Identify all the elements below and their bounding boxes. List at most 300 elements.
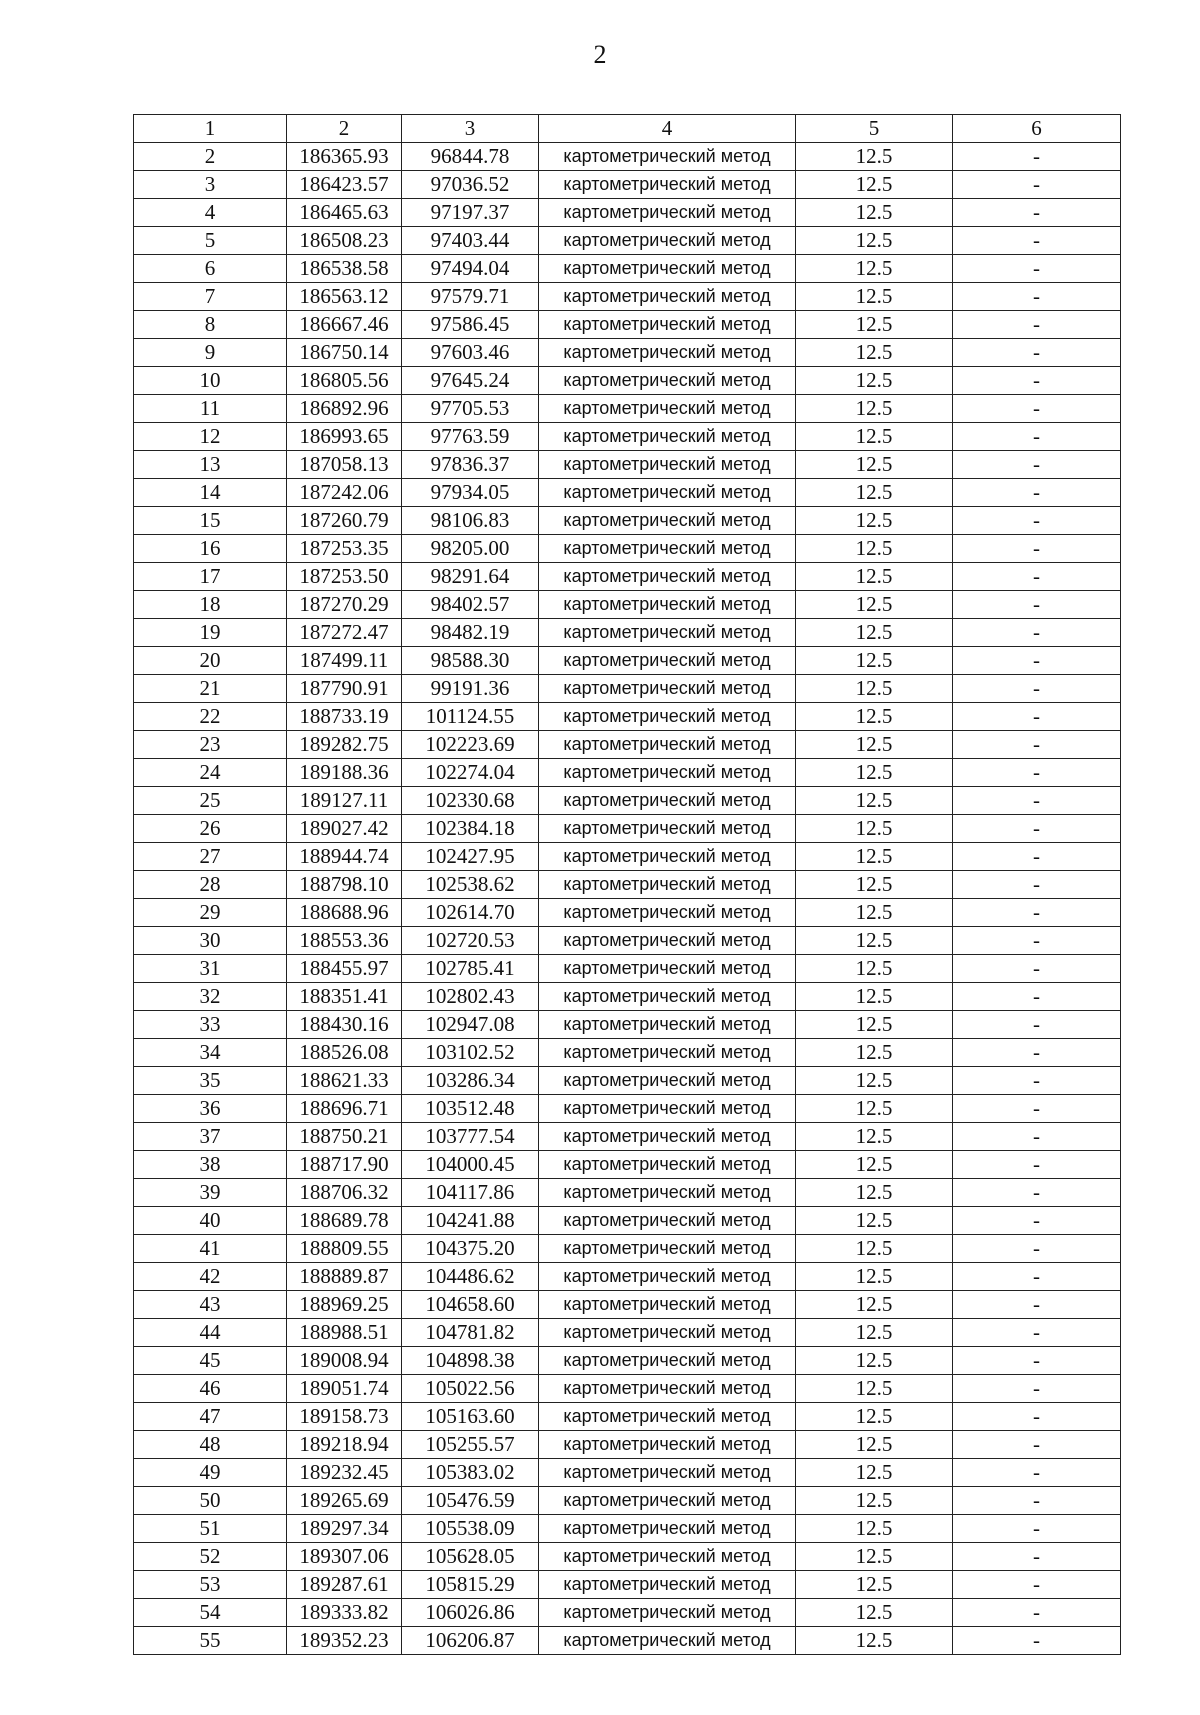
accuracy-cell: 12.5: [796, 731, 953, 759]
method-cell: картометрический метод: [539, 1403, 796, 1431]
x-coordinate-cell: 187270.29: [287, 591, 402, 619]
point-number-cell: 17: [134, 563, 287, 591]
accuracy-cell: 12.5: [796, 199, 953, 227]
point-number-cell: 28: [134, 871, 287, 899]
method-cell: картометрический метод: [539, 1095, 796, 1123]
y-coordinate-cell: 104781.82: [402, 1319, 539, 1347]
accuracy-cell: 12.5: [796, 143, 953, 171]
method-cell: картометрический метод: [539, 1431, 796, 1459]
y-coordinate-cell: 97579.71: [402, 283, 539, 311]
description-cell: -: [953, 1403, 1121, 1431]
x-coordinate-cell: 186423.57: [287, 171, 402, 199]
accuracy-cell: 12.5: [796, 1151, 953, 1179]
method-cell: картометрический метод: [539, 1347, 796, 1375]
point-number-cell: 7: [134, 283, 287, 311]
accuracy-cell: 12.5: [796, 983, 953, 1011]
header-cell-3: 3: [402, 115, 539, 143]
point-number-cell: 38: [134, 1151, 287, 1179]
y-coordinate-cell: 106026.86: [402, 1599, 539, 1627]
table-row: [134, 983, 1121, 1011]
table-row: [134, 339, 1121, 367]
table-row: [134, 1039, 1121, 1067]
table-row: [134, 619, 1121, 647]
method-cell: картометрический метод: [539, 1319, 796, 1347]
point-number-cell: 50: [134, 1487, 287, 1515]
table-header-row: [134, 115, 1121, 143]
point-number-cell: 37: [134, 1123, 287, 1151]
table-row: [134, 1431, 1121, 1459]
x-coordinate-cell: 186667.46: [287, 311, 402, 339]
y-coordinate-cell: 105383.02: [402, 1459, 539, 1487]
y-coordinate-cell: 97197.37: [402, 199, 539, 227]
accuracy-cell: 12.5: [796, 1123, 953, 1151]
method-cell: картометрический метод: [539, 1599, 796, 1627]
accuracy-cell: 12.5: [796, 815, 953, 843]
x-coordinate-cell: 188969.25: [287, 1291, 402, 1319]
y-coordinate-cell: 98402.57: [402, 591, 539, 619]
x-coordinate-cell: 187260.79: [287, 507, 402, 535]
y-coordinate-cell: 104658.60: [402, 1291, 539, 1319]
table-body: [134, 115, 1121, 1655]
y-coordinate-cell: 102427.95: [402, 843, 539, 871]
y-coordinate-cell: 103286.34: [402, 1067, 539, 1095]
accuracy-cell: 12.5: [796, 1011, 953, 1039]
accuracy-cell: 12.5: [796, 1487, 953, 1515]
x-coordinate-cell: 189297.34: [287, 1515, 402, 1543]
accuracy-cell: 12.5: [796, 283, 953, 311]
x-coordinate-cell: 188526.08: [287, 1039, 402, 1067]
description-cell: -: [953, 535, 1121, 563]
table-row: [134, 507, 1121, 535]
y-coordinate-cell: 103777.54: [402, 1123, 539, 1151]
point-number-cell: 52: [134, 1543, 287, 1571]
accuracy-cell: 12.5: [796, 759, 953, 787]
table-row: [134, 283, 1121, 311]
description-cell: -: [953, 1375, 1121, 1403]
accuracy-cell: 12.5: [796, 899, 953, 927]
x-coordinate-cell: 189158.73: [287, 1403, 402, 1431]
x-coordinate-cell: 189333.82: [287, 1599, 402, 1627]
method-cell: картометрический метод: [539, 815, 796, 843]
y-coordinate-cell: 98482.19: [402, 619, 539, 647]
description-cell: -: [953, 1627, 1121, 1655]
y-coordinate-cell: 103512.48: [402, 1095, 539, 1123]
method-cell: картометрический метод: [539, 283, 796, 311]
accuracy-cell: 12.5: [796, 1599, 953, 1627]
x-coordinate-cell: 186563.12: [287, 283, 402, 311]
x-coordinate-cell: 187790.91: [287, 675, 402, 703]
x-coordinate-cell: 188889.87: [287, 1263, 402, 1291]
y-coordinate-cell: 105538.09: [402, 1515, 539, 1543]
point-number-cell: 27: [134, 843, 287, 871]
description-cell: -: [953, 283, 1121, 311]
method-cell: картометрический метод: [539, 311, 796, 339]
description-cell: -: [953, 339, 1121, 367]
description-cell: -: [953, 759, 1121, 787]
accuracy-cell: 12.5: [796, 703, 953, 731]
y-coordinate-cell: 96844.78: [402, 143, 539, 171]
x-coordinate-cell: 188717.90: [287, 1151, 402, 1179]
x-coordinate-cell: 188553.36: [287, 927, 402, 955]
point-number-cell: 18: [134, 591, 287, 619]
description-cell: -: [953, 1599, 1121, 1627]
y-coordinate-cell: 102802.43: [402, 983, 539, 1011]
table-row: [134, 1487, 1121, 1515]
description-cell: -: [953, 1291, 1121, 1319]
x-coordinate-cell: 188696.71: [287, 1095, 402, 1123]
description-cell: -: [953, 1431, 1121, 1459]
table-row: [134, 1095, 1121, 1123]
y-coordinate-cell: 105163.60: [402, 1403, 539, 1431]
x-coordinate-cell: 189127.11: [287, 787, 402, 815]
y-coordinate-cell: 97705.53: [402, 395, 539, 423]
method-cell: картометрический метод: [539, 1459, 796, 1487]
x-coordinate-cell: 186805.56: [287, 367, 402, 395]
description-cell: -: [953, 451, 1121, 479]
y-coordinate-cell: 97645.24: [402, 367, 539, 395]
point-number-cell: 6: [134, 255, 287, 283]
method-cell: картометрический метод: [539, 843, 796, 871]
y-coordinate-cell: 102947.08: [402, 1011, 539, 1039]
description-cell: -: [953, 843, 1121, 871]
method-cell: картометрический метод: [539, 199, 796, 227]
method-cell: картометрический метод: [539, 535, 796, 563]
description-cell: -: [953, 1207, 1121, 1235]
table-row: [134, 367, 1121, 395]
x-coordinate-cell: 189051.74: [287, 1375, 402, 1403]
table-row: [134, 927, 1121, 955]
accuracy-cell: 12.5: [796, 843, 953, 871]
method-cell: картометрический метод: [539, 619, 796, 647]
point-number-cell: 31: [134, 955, 287, 983]
x-coordinate-cell: 188798.10: [287, 871, 402, 899]
method-cell: картометрический метод: [539, 339, 796, 367]
method-cell: картометрический метод: [539, 1375, 796, 1403]
y-coordinate-cell: 99191.36: [402, 675, 539, 703]
method-cell: картометрический метод: [539, 1291, 796, 1319]
accuracy-cell: 12.5: [796, 1431, 953, 1459]
method-cell: картометрический метод: [539, 479, 796, 507]
method-cell: картометрический метод: [539, 367, 796, 395]
y-coordinate-cell: 105628.05: [402, 1543, 539, 1571]
table-row: [134, 591, 1121, 619]
method-cell: картометрический метод: [539, 871, 796, 899]
x-coordinate-cell: 187253.35: [287, 535, 402, 563]
point-number-cell: 22: [134, 703, 287, 731]
y-coordinate-cell: 105022.56: [402, 1375, 539, 1403]
table-row: [134, 731, 1121, 759]
table-row: [134, 1459, 1121, 1487]
y-coordinate-cell: 102330.68: [402, 787, 539, 815]
accuracy-cell: 12.5: [796, 563, 953, 591]
method-cell: картометрический метод: [539, 1571, 796, 1599]
point-number-cell: 19: [134, 619, 287, 647]
point-number-cell: 49: [134, 1459, 287, 1487]
x-coordinate-cell: 189352.23: [287, 1627, 402, 1655]
y-coordinate-cell: 104486.62: [402, 1263, 539, 1291]
accuracy-cell: 12.5: [796, 1095, 953, 1123]
table-row: [134, 1627, 1121, 1655]
accuracy-cell: 12.5: [796, 1207, 953, 1235]
point-number-cell: 15: [134, 507, 287, 535]
y-coordinate-cell: 105815.29: [402, 1571, 539, 1599]
accuracy-cell: 12.5: [796, 1067, 953, 1095]
y-coordinate-cell: 97763.59: [402, 423, 539, 451]
point-number-cell: 8: [134, 311, 287, 339]
x-coordinate-cell: 186365.93: [287, 143, 402, 171]
x-coordinate-cell: 187058.13: [287, 451, 402, 479]
accuracy-cell: 12.5: [796, 1543, 953, 1571]
y-coordinate-cell: 97036.52: [402, 171, 539, 199]
table-row: [134, 1207, 1121, 1235]
y-coordinate-cell: 97586.45: [402, 311, 539, 339]
table-row: [134, 787, 1121, 815]
description-cell: -: [953, 1459, 1121, 1487]
header-cell-4: 4: [539, 115, 796, 143]
description-cell: -: [953, 1571, 1121, 1599]
y-coordinate-cell: 102223.69: [402, 731, 539, 759]
table-row: [134, 451, 1121, 479]
table-row: [134, 1543, 1121, 1571]
method-cell: картометрический метод: [539, 703, 796, 731]
point-number-cell: 32: [134, 983, 287, 1011]
x-coordinate-cell: 188621.33: [287, 1067, 402, 1095]
accuracy-cell: 12.5: [796, 955, 953, 983]
point-number-cell: 54: [134, 1599, 287, 1627]
x-coordinate-cell: 187253.50: [287, 563, 402, 591]
table-row: [134, 675, 1121, 703]
description-cell: -: [953, 1151, 1121, 1179]
accuracy-cell: 12.5: [796, 1263, 953, 1291]
table-row: [134, 1571, 1121, 1599]
x-coordinate-cell: 189008.94: [287, 1347, 402, 1375]
table-row: [134, 1011, 1121, 1039]
description-cell: -: [953, 731, 1121, 759]
description-cell: -: [953, 479, 1121, 507]
point-number-cell: 25: [134, 787, 287, 815]
point-number-cell: 39: [134, 1179, 287, 1207]
y-coordinate-cell: 101124.55: [402, 703, 539, 731]
description-cell: -: [953, 311, 1121, 339]
description-cell: -: [953, 983, 1121, 1011]
description-cell: -: [953, 1095, 1121, 1123]
description-cell: -: [953, 787, 1121, 815]
description-cell: -: [953, 1179, 1121, 1207]
description-cell: -: [953, 367, 1121, 395]
description-cell: -: [953, 395, 1121, 423]
method-cell: картометрический метод: [539, 787, 796, 815]
point-number-cell: 48: [134, 1431, 287, 1459]
description-cell: -: [953, 955, 1121, 983]
accuracy-cell: 12.5: [796, 451, 953, 479]
accuracy-cell: 12.5: [796, 1459, 953, 1487]
header-cell-1: 1: [134, 115, 287, 143]
y-coordinate-cell: 98106.83: [402, 507, 539, 535]
point-number-cell: 35: [134, 1067, 287, 1095]
point-number-cell: 34: [134, 1039, 287, 1067]
method-cell: картометрический метод: [539, 1515, 796, 1543]
point-number-cell: 16: [134, 535, 287, 563]
description-cell: -: [953, 227, 1121, 255]
x-coordinate-cell: 186750.14: [287, 339, 402, 367]
point-number-cell: 53: [134, 1571, 287, 1599]
x-coordinate-cell: 188706.32: [287, 1179, 402, 1207]
y-coordinate-cell: 105255.57: [402, 1431, 539, 1459]
x-coordinate-cell: 188688.96: [287, 899, 402, 927]
method-cell: картометрический метод: [539, 171, 796, 199]
y-coordinate-cell: 102384.18: [402, 815, 539, 843]
method-cell: картометрический метод: [539, 1039, 796, 1067]
y-coordinate-cell: 106206.87: [402, 1627, 539, 1655]
x-coordinate-cell: 188351.41: [287, 983, 402, 1011]
table-row: [134, 143, 1121, 171]
description-cell: -: [953, 899, 1121, 927]
description-cell: -: [953, 199, 1121, 227]
accuracy-cell: 12.5: [796, 227, 953, 255]
y-coordinate-cell: 104117.86: [402, 1179, 539, 1207]
method-cell: картометрический метод: [539, 983, 796, 1011]
page-number: 2: [593, 40, 607, 69]
point-number-cell: 13: [134, 451, 287, 479]
method-cell: картометрический метод: [539, 675, 796, 703]
x-coordinate-cell: 188455.97: [287, 955, 402, 983]
point-number-cell: 4: [134, 199, 287, 227]
table-row: [134, 955, 1121, 983]
method-cell: картометрический метод: [539, 227, 796, 255]
y-coordinate-cell: 104375.20: [402, 1235, 539, 1263]
table-row: [134, 899, 1121, 927]
table-row: [134, 479, 1121, 507]
accuracy-cell: 12.5: [796, 927, 953, 955]
point-number-cell: 2: [134, 143, 287, 171]
point-number-cell: 11: [134, 395, 287, 423]
point-number-cell: 45: [134, 1347, 287, 1375]
method-cell: картометрический метод: [539, 1011, 796, 1039]
y-coordinate-cell: 98205.00: [402, 535, 539, 563]
accuracy-cell: 12.5: [796, 423, 953, 451]
method-cell: картометрический метод: [539, 927, 796, 955]
x-coordinate-cell: 186465.63: [287, 199, 402, 227]
point-number-cell: 3: [134, 171, 287, 199]
y-coordinate-cell: 97934.05: [402, 479, 539, 507]
point-number-cell: 23: [134, 731, 287, 759]
accuracy-cell: 12.5: [796, 871, 953, 899]
method-cell: картометрический метод: [539, 1487, 796, 1515]
y-coordinate-cell: 97603.46: [402, 339, 539, 367]
table-row: [134, 1123, 1121, 1151]
y-coordinate-cell: 105476.59: [402, 1487, 539, 1515]
method-cell: картометрический метод: [539, 1123, 796, 1151]
x-coordinate-cell: 189188.36: [287, 759, 402, 787]
table-row: [134, 423, 1121, 451]
point-number-cell: 26: [134, 815, 287, 843]
x-coordinate-cell: 186993.65: [287, 423, 402, 451]
y-coordinate-cell: 102538.62: [402, 871, 539, 899]
table-row: [134, 395, 1121, 423]
y-coordinate-cell: 102274.04: [402, 759, 539, 787]
method-cell: картометрический метод: [539, 255, 796, 283]
table-row: [134, 1179, 1121, 1207]
y-coordinate-cell: 103102.52: [402, 1039, 539, 1067]
accuracy-cell: 12.5: [796, 339, 953, 367]
accuracy-cell: 12.5: [796, 591, 953, 619]
point-number-cell: 12: [134, 423, 287, 451]
table-row: [134, 815, 1121, 843]
accuracy-cell: 12.5: [796, 1627, 953, 1655]
x-coordinate-cell: 188689.78: [287, 1207, 402, 1235]
x-coordinate-cell: 188733.19: [287, 703, 402, 731]
y-coordinate-cell: 104241.88: [402, 1207, 539, 1235]
description-cell: -: [953, 143, 1121, 171]
table-row: [134, 703, 1121, 731]
table-row: [134, 311, 1121, 339]
header-cell-5: 5: [796, 115, 953, 143]
x-coordinate-cell: 187272.47: [287, 619, 402, 647]
description-cell: -: [953, 255, 1121, 283]
accuracy-cell: 12.5: [796, 311, 953, 339]
description-cell: -: [953, 1067, 1121, 1095]
point-number-cell: 36: [134, 1095, 287, 1123]
point-number-cell: 21: [134, 675, 287, 703]
method-cell: картометрический метод: [539, 591, 796, 619]
method-cell: картометрический метод: [539, 395, 796, 423]
x-coordinate-cell: 189265.69: [287, 1487, 402, 1515]
point-number-cell: 40: [134, 1207, 287, 1235]
accuracy-cell: 12.5: [796, 1375, 953, 1403]
description-cell: -: [953, 423, 1121, 451]
accuracy-cell: 12.5: [796, 1515, 953, 1543]
accuracy-cell: 12.5: [796, 395, 953, 423]
table-row: [134, 843, 1121, 871]
table-row: [134, 199, 1121, 227]
description-cell: -: [953, 1543, 1121, 1571]
method-cell: картометрический метод: [539, 1151, 796, 1179]
point-number-cell: 30: [134, 927, 287, 955]
x-coordinate-cell: 188750.21: [287, 1123, 402, 1151]
description-cell: -: [953, 563, 1121, 591]
accuracy-cell: 12.5: [796, 171, 953, 199]
accuracy-cell: 12.5: [796, 1347, 953, 1375]
description-cell: -: [953, 619, 1121, 647]
method-cell: картометрический метод: [539, 1627, 796, 1655]
point-number-cell: 24: [134, 759, 287, 787]
point-number-cell: 43: [134, 1291, 287, 1319]
description-cell: -: [953, 815, 1121, 843]
y-coordinate-cell: 98588.30: [402, 647, 539, 675]
table-row: [134, 1347, 1121, 1375]
method-cell: картометрический метод: [539, 731, 796, 759]
description-cell: -: [953, 1039, 1121, 1067]
method-cell: картометрический метод: [539, 563, 796, 591]
accuracy-cell: 12.5: [796, 1179, 953, 1207]
description-cell: -: [953, 675, 1121, 703]
description-cell: -: [953, 591, 1121, 619]
y-coordinate-cell: 104000.45: [402, 1151, 539, 1179]
x-coordinate-cell: 188944.74: [287, 843, 402, 871]
method-cell: картометрический метод: [539, 955, 796, 983]
coordinates-table: [133, 114, 1121, 1655]
table-row: [134, 171, 1121, 199]
method-cell: картометрический метод: [539, 1207, 796, 1235]
x-coordinate-cell: 189282.75: [287, 731, 402, 759]
accuracy-cell: 12.5: [796, 255, 953, 283]
method-cell: картометрический метод: [539, 1067, 796, 1095]
accuracy-cell: 12.5: [796, 535, 953, 563]
method-cell: картометрический метод: [539, 1235, 796, 1263]
description-cell: -: [953, 871, 1121, 899]
y-coordinate-cell: 98291.64: [402, 563, 539, 591]
x-coordinate-cell: 188430.16: [287, 1011, 402, 1039]
